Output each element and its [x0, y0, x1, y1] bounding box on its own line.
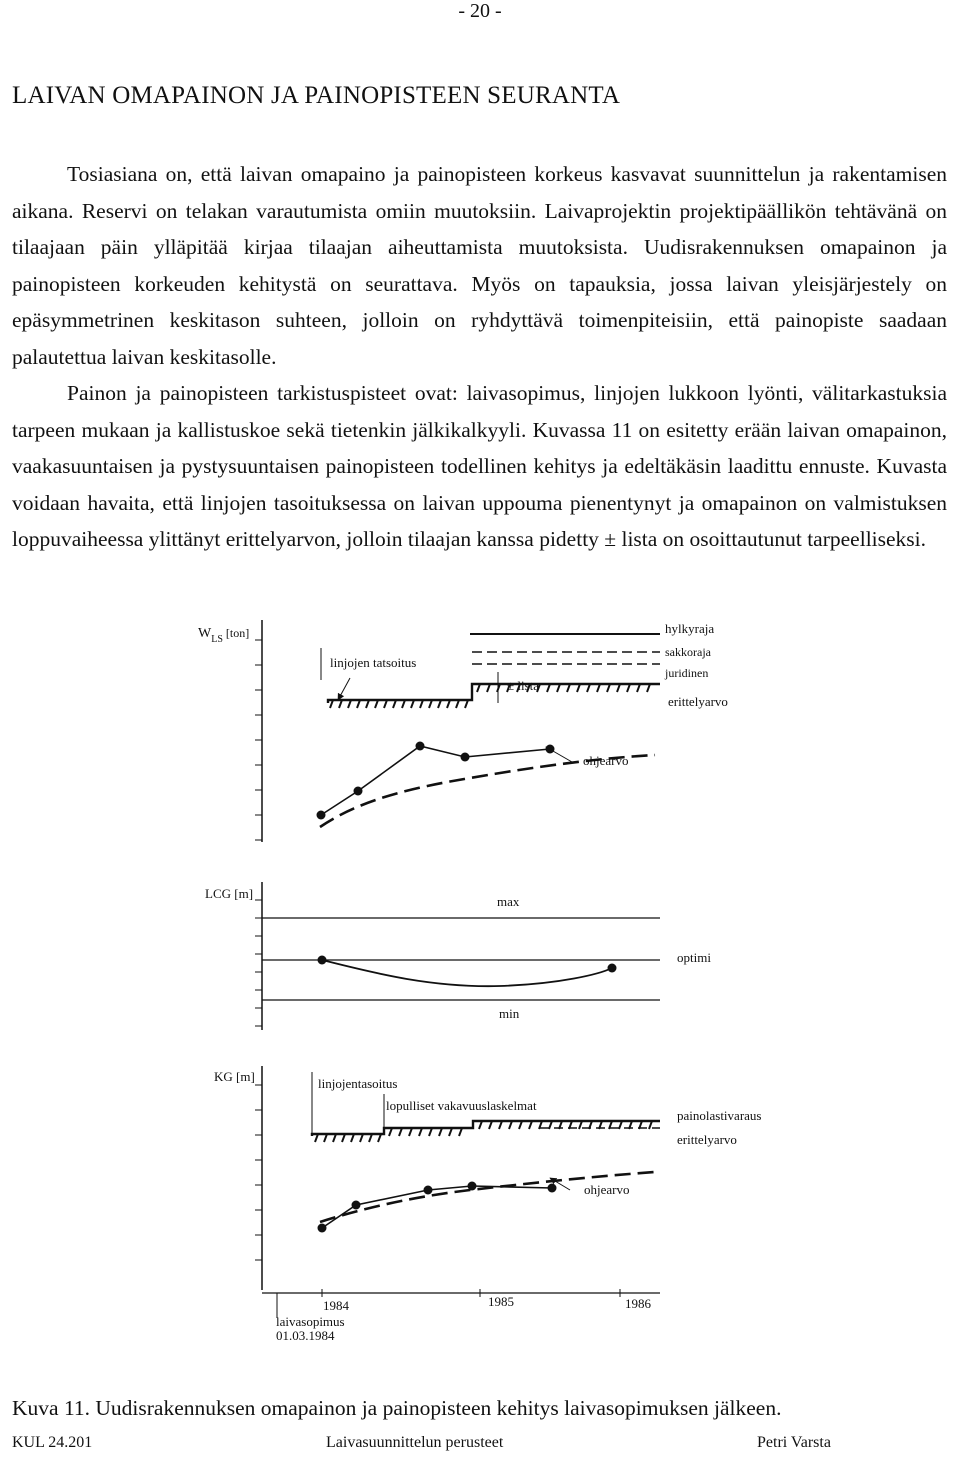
linjojen-tatsoitus-arrow [338, 678, 350, 700]
footer-course-code: KUL 24.201 [12, 1434, 93, 1451]
kg-ohjearvo-label: ohjearvo [584, 1182, 630, 1197]
linjojentasoitus-label: linjojentasoitus [318, 1076, 398, 1091]
kg-erittelyarvo-step-line [312, 1121, 660, 1136]
weight-development-figure [0, 615, 960, 1355]
kg-chart [214, 1066, 761, 1290]
year-1985: 1985 [488, 1294, 514, 1309]
year-1984: 1984 [323, 1298, 349, 1313]
sakkoraja-label: sakkoraja [665, 645, 711, 659]
lcg-chart [205, 882, 711, 1030]
year-1986: 1986 [625, 1296, 651, 1311]
contract-date: 01.03.1984 [276, 1328, 335, 1343]
lcg-min-label: min [499, 1006, 520, 1021]
page-footer [0, 1434, 960, 1458]
juridinen-label: juridinen [665, 666, 709, 680]
painolastivaraus-label: painolastivaraus [677, 1108, 762, 1123]
kg-ohjearvo-dashed [320, 1172, 655, 1222]
wls-actual-line [321, 746, 550, 815]
lcg-ticks [255, 900, 262, 1026]
wls-axis-label: $W_{LS}$ [ton] [198, 626, 250, 645]
pm-lista-label: ± lista [507, 678, 540, 693]
time-axis [262, 1289, 660, 1343]
kg-erittelyarvo-label: erittelyarvo [677, 1132, 737, 1147]
footer-course-title: Laivasuunnittelun perusteet [326, 1434, 504, 1451]
kg-erittelyarvo-hatching [315, 1121, 652, 1142]
contract-label: laivasopimus [276, 1314, 345, 1329]
erittelyarvo-label: erittelyarvo [668, 694, 728, 709]
wls-chart [198, 620, 728, 842]
hylkyraja-label: hylkyraja [665, 621, 715, 636]
wls-ticks [255, 640, 262, 840]
paragraph-1: Tosiasiana on, että laivan omapaino ja painopisteen korkeus kasvavat suunnittelun ja rakentamisen aikana. Reservi on telakan varautumista omiin muutoksiin. Laivaprojektin projektipäällikön tehtävänä on tilaajaan päin ylläpitää kirjaa tilaajan aiheuttamista muutoksista. Uudisrakennuksen omapainon ja painopisteen korkeuden kehitystä on seurattava. Myös on tapauksia, jossa laivan yleisjärjestely on epäsymmetrinen keskitason suhteen, jolloin on ryhdyttävä toimenpiteisiin, että painopiste saadaan palautettua laivan keskitasolle. [12, 162, 947, 369]
lcg-max-label: max [497, 894, 520, 909]
paragraph-2: Painon ja painopisteen tarkistuspisteet ovat: laivasopimus, linjojen lukkoon lyönti, välitarkastuksia tarpeen mukaan ja kallistuskoe sekä tietenkin jälkikalkyyli. Kuvassa 11 on esitetty erään laivan omapainon, vaakasuuntaisen ja pystysuuntaisen painopisteen todellinen kehitys ja edeltäkäsin laadittu ennuste. Kuvasta voidaan havaita, että linjojen tasoituksessa on laivan uppouma pienentynyt ja omapainon on valmistuksen loppuvaiheessa ylittänyt erittelyarvon, jolloin tilaajan kanssa pidetty ± lista on osoittautunut tarpeelliseksi. [12, 381, 947, 551]
footer-author: Petri Varsta [757, 1434, 831, 1451]
lcg-axis-label: LCG [m] [205, 886, 254, 901]
lcg-optimi-label: optimi [677, 950, 711, 965]
wls-ohjearvo-arrow [546, 747, 572, 762]
body-text [12, 156, 947, 558]
section-heading: LAIVAN OMAPAINON JA PAINOPISTEEN SEURANTA [12, 82, 621, 109]
kg-ticks [255, 1085, 262, 1260]
linjojen-tatsoitus-label: linjojen tatsoitus [330, 655, 417, 670]
lcg-actual-line [322, 960, 612, 986]
figure-caption: Kuva 11. Uudisrakennuksen omapainon ja painopisteen kehitys laivasopimuksen jälkeen. [12, 1396, 782, 1420]
page-number: - 20 - [458, 0, 502, 22]
kg-axis-label: KG [m] [214, 1069, 255, 1084]
erittelyarvo-hatching [330, 684, 650, 708]
lopulliset-label: lopulliset vakavuuslaskelmat [386, 1098, 537, 1113]
wls-ohjearvo-label: ohjearvo [583, 753, 629, 768]
